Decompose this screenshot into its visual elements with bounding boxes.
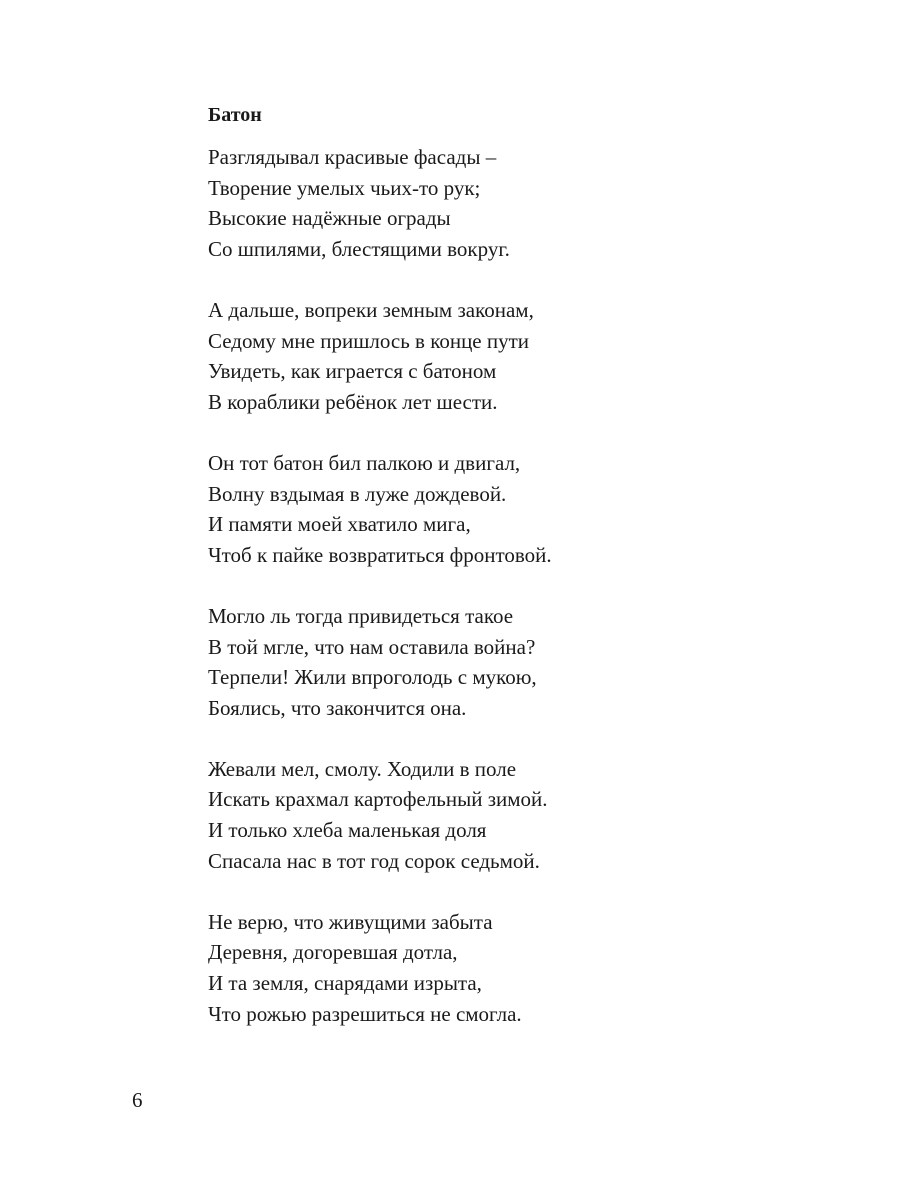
poem-line: Чтоб к пайке возвратиться фронтовой. bbox=[208, 542, 552, 567]
poem-line: Волну вздымая в луже дождевой. bbox=[208, 481, 507, 506]
poem-line: Со шпилями, блестящими вокруг. bbox=[208, 236, 510, 261]
poem-line: Боялись, что закончится она. bbox=[208, 695, 467, 720]
stanza bbox=[208, 448, 552, 570]
stanza bbox=[208, 907, 552, 1029]
poem-line: И памяти моей хватило мига, bbox=[208, 512, 471, 537]
poem-line: И та земля, снарядами изрыта, bbox=[208, 971, 482, 996]
poem-line: Искать крахмал картофельный зимой. bbox=[208, 787, 548, 812]
poem-line: В той мгле, что нам оставила война? bbox=[208, 634, 536, 659]
poem-line: Могло ль тогда привидеться такое bbox=[208, 603, 514, 628]
stanza bbox=[208, 601, 552, 723]
poem-line: И только хлеба маленькая доля bbox=[208, 818, 487, 843]
poem-line: Жевали мел, смолу. Ходили в поле bbox=[208, 756, 517, 781]
poem-line: Спасала нас в тот год сорок седьмой. bbox=[208, 848, 540, 873]
stanza bbox=[208, 754, 552, 876]
poem-title: Батон bbox=[208, 104, 262, 126]
poem-line: Он тот батон бил палкою и двигал, bbox=[208, 450, 521, 475]
poem-line: В кораблики ребёнок лет шести. bbox=[208, 389, 498, 414]
poem-line: Разглядывал красивые фасады – bbox=[208, 145, 497, 169]
stanza bbox=[208, 142, 552, 264]
poem-line: Увидеть, как играется с батоном bbox=[208, 359, 497, 384]
page-number: 6 bbox=[132, 1088, 143, 1112]
poem-line: Творение умелых чьих-то рук; bbox=[208, 175, 481, 200]
poem-line: Что рожью разрешиться не смогла. bbox=[208, 1001, 522, 1026]
poem-body bbox=[208, 142, 552, 1060]
poem-line: А дальше, вопреки земным законам, bbox=[208, 297, 534, 322]
poem-line: Терпели! Жили впроголодь с мукою, bbox=[208, 665, 537, 690]
stanza bbox=[208, 295, 552, 417]
poem-line: Седому мне пришлось в конце пути bbox=[208, 328, 530, 353]
poem-line: Не верю, что живущими забыта bbox=[208, 909, 493, 934]
poem-line: Высокие надёжные ограды bbox=[208, 206, 451, 231]
poem-line: Деревня, догоревшая дотла, bbox=[208, 940, 458, 965]
